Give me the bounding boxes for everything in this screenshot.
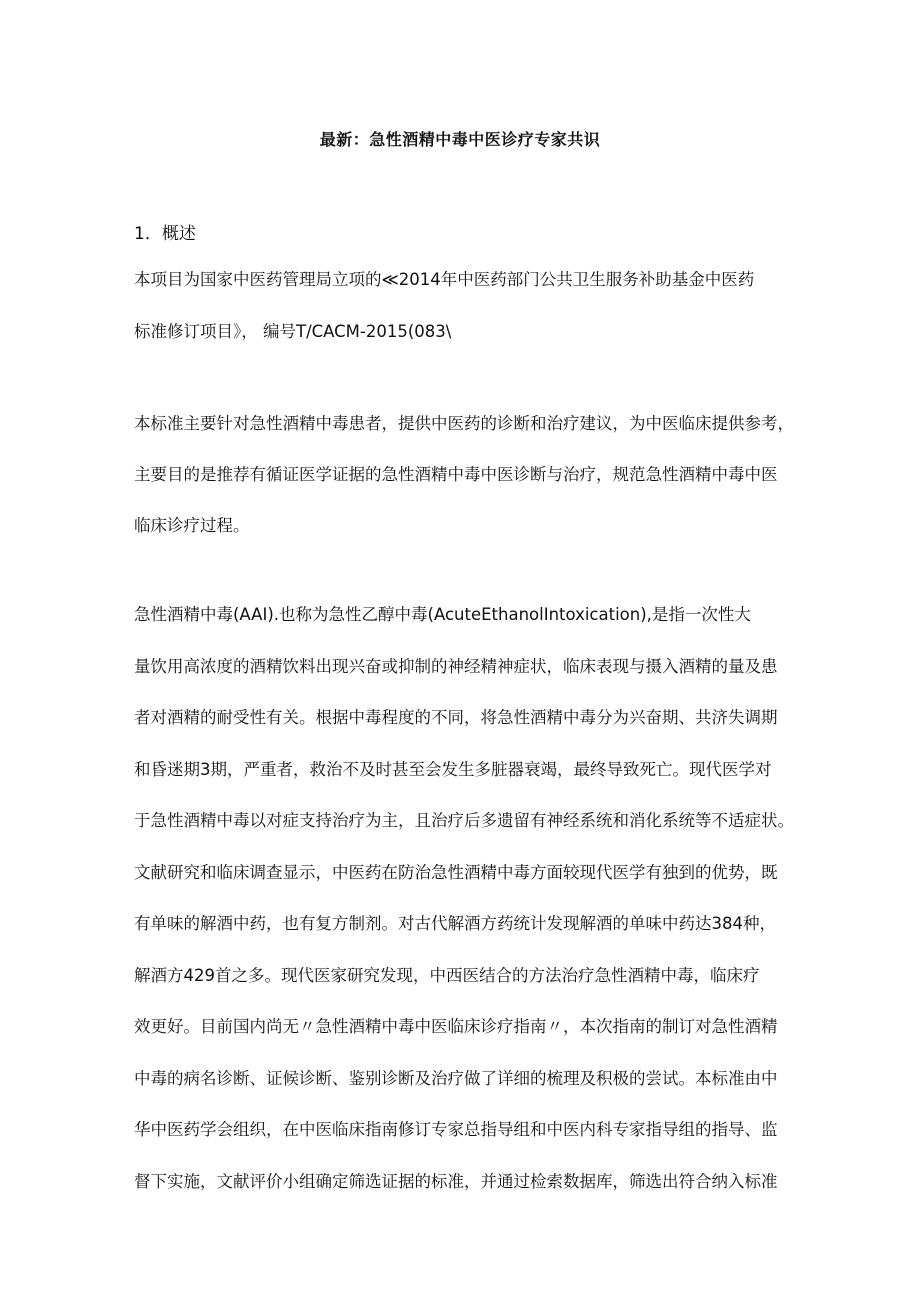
paragraph-line: 者对酒精的耐受性有关。根据中毒程度的不同，将急性酒精中毒分为兴奋期、共济失调期 [134,708,778,727]
paragraph-line: 文献研究和临床调查显示，中医药在防治急性酒精中毒方面较现代医学有独到的优势，既 [134,862,778,882]
paragraph-line: 解酒方429首之多。现代医家研究发现，中西医结合的方法治疗急性酒精中毒，临床疗 [134,965,760,985]
paragraph-line: 华中医药学会组织，在中医临床指南修订专家总指导组和中医内科专家指导组的指导、监 [134,1120,778,1139]
paragraph-line: 效更好。目前国内尚无〃急性酒精中毒中医临床诊疗指南〃，本次指南的制订对急性酒精 [134,1017,778,1036]
paragraph-line: 中毒的病名诊断、证候诊断、鉴别诊断及治疗做了详细的梳理及积极的尝试。本标准由中 [134,1068,778,1088]
paragraph-line: 本项目为国家中医药管理局立项的≪2014年中医药部门公共卫生服务补助基金中医药 [134,270,755,289]
paragraph-line: 急性酒精中毒(AAI).也称为急性乙醇中毒(AcuteEthanolIntoxication),是指一次性大 [134,605,751,624]
paragraph-line: 主要目的是推荐有循证医学证据的急性酒精中毒中医诊断与治疗，规范急性酒精中毒中医 [134,465,778,484]
paragraph-scope [134,412,798,565]
paragraph-project-info [134,268,798,372]
paragraph-line: 督下实施，文献评价小组确定筛选证据的标准，并通过检索数据库，筛选出符合纳入标准 [134,1171,778,1191]
paragraph-line: 有单味的解酒中药，也有复方制剂。对古代解酒方药统计发现解酒的单味中药达384种， [134,914,776,933]
paragraph-line: 于急性酒精中毒以对症支持治疗为主，且治疗后多遗留有神经系统和消化系统等不适症状。 [134,811,794,830]
section-heading: 1．概述 [134,224,196,244]
paragraph-line: 量饮用高浓度的酒精饮料出现兴奋或抑制的神经精神症状，临床表现与摄入酒精的量及患 [134,656,778,676]
paragraph-background [134,603,798,1221]
paragraph-line: 本标准主要针对急性酒精中毒患者，提供中医药的诊断和治疗建议，为中医临床提供参考， [134,414,794,433]
paragraph-line: 临床诊疗过程。 [134,516,250,535]
paragraph-line: 和昏迷期3期，严重者，救治不及时甚至会发生多脏器衰竭，最终导致死亡。现代医学对 [134,759,772,779]
document-title: 最新：急性酒精中毒中医诊疗专家共识 [319,130,601,149]
paragraph-line: 标准修订项目》， 编号T/CACM-2015(083\ [134,322,452,341]
